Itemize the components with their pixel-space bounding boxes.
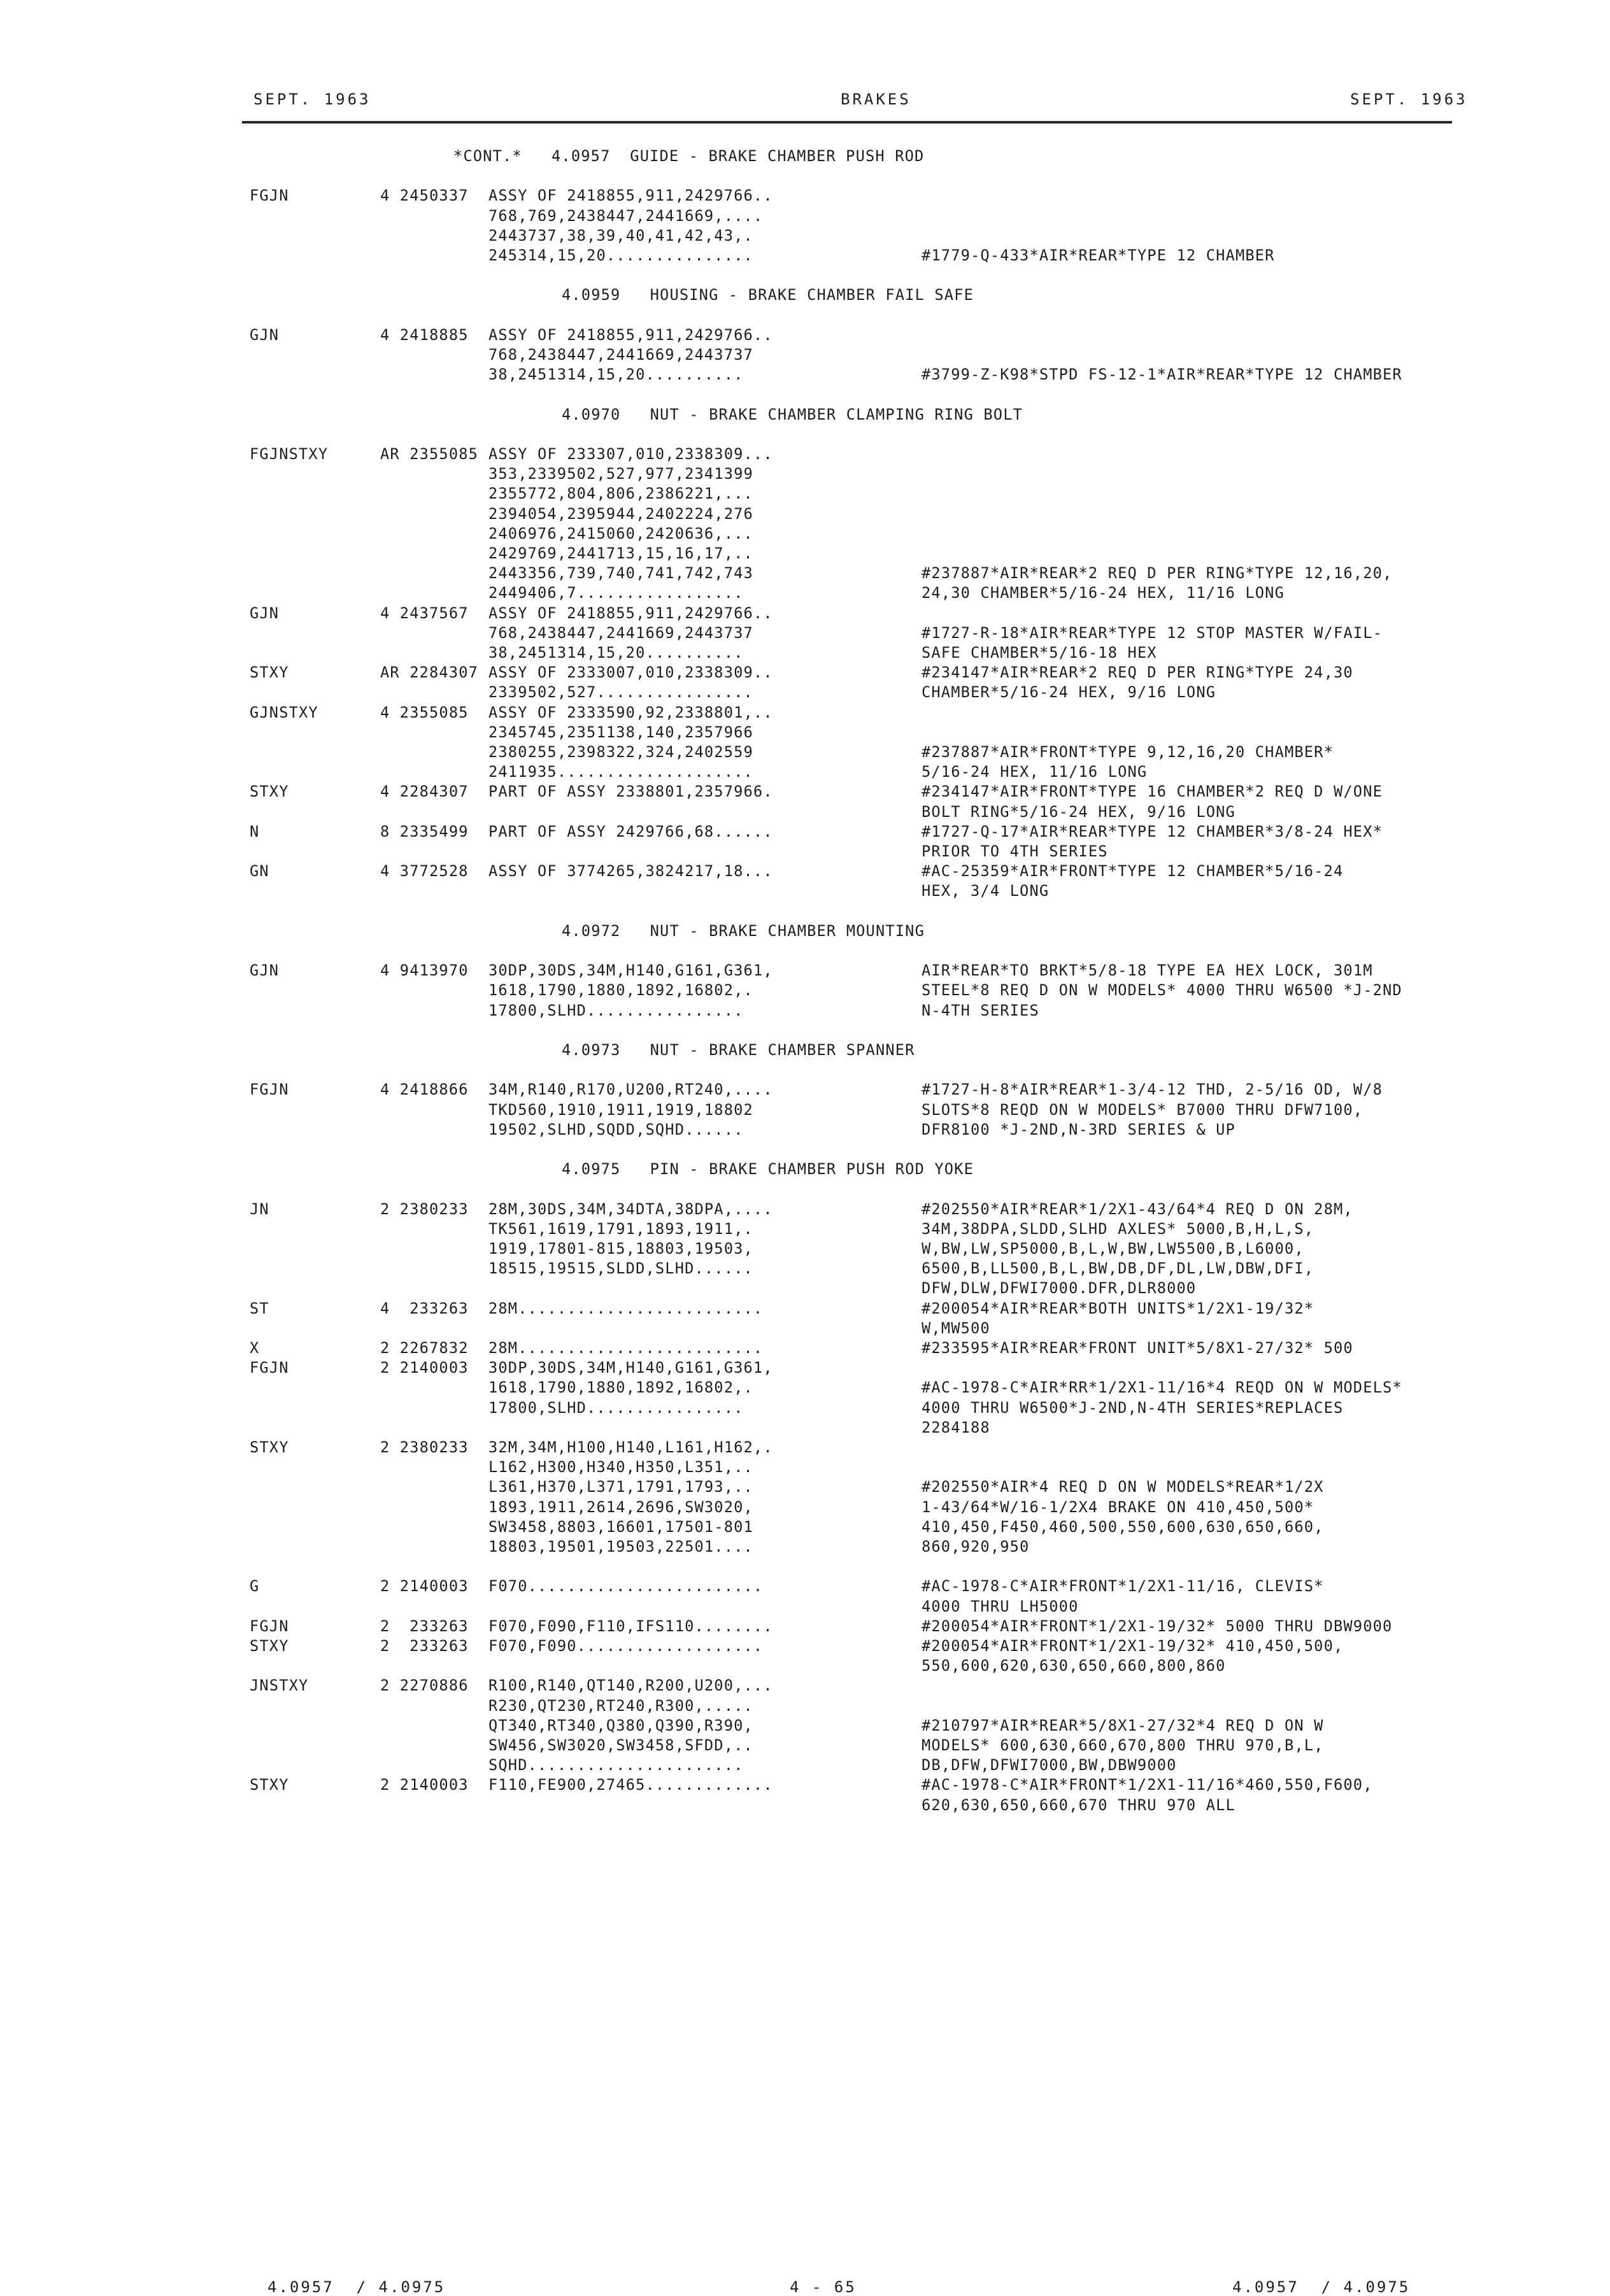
remarks-line bbox=[922, 1557, 1453, 1577]
description-line: L162,H300,H340,H350,L351,.. bbox=[488, 1458, 753, 1477]
remarks-line: 6500,B,LL500,B,L,BW,DB,DF,DL,LW,DBW,DFI, bbox=[922, 1259, 1314, 1278]
description-line: F070........................ bbox=[488, 1577, 764, 1596]
remarks-line: 860,920,950 bbox=[922, 1538, 1030, 1556]
remarks-line: 34M,38DPA,SLDD,SLHD AXLES* 5000,B,H,L,S, bbox=[922, 1219, 1314, 1238]
description-line bbox=[488, 1279, 922, 1298]
entry-description bbox=[488, 325, 922, 385]
description-line: 2449406,7................. bbox=[488, 584, 744, 602]
description-line: QT340,RT340,Q380,Q390,R390, bbox=[488, 1716, 753, 1734]
entry-description bbox=[488, 1676, 922, 1775]
description-line: 1919,17801-815,18803,19503, bbox=[488, 1240, 753, 1258]
description-line: TKD560,1910,1911,1919,18802 bbox=[488, 1100, 753, 1119]
entry-description bbox=[488, 663, 922, 702]
remarks-line: 4000 THRU W6500*J-2ND,N-4TH SERIES*REPLACES bbox=[922, 1398, 1344, 1417]
description-line: 2345745,2351138,140,2357966 bbox=[488, 723, 753, 741]
description-line: 1618,1790,1880,1892,16802,. bbox=[488, 1378, 753, 1397]
remarks-line bbox=[922, 325, 1453, 345]
entry-models: FGJN bbox=[250, 187, 289, 205]
remarks-line bbox=[922, 1438, 1453, 1457]
remarks-line: #3799-Z-K98*STPD FS-12-1*AIR*REAR*TYPE 12 CHAMBER bbox=[922, 365, 1402, 384]
remarks-line: DFW,DLW,DFWI7000.DFR,DLR8000 bbox=[922, 1279, 1197, 1298]
header-left: SEPT. 1963 bbox=[253, 90, 371, 108]
remarks-line: AIR*REAR*TO BRKT*5/8-18 TYPE EA HEX LOCK, 301M bbox=[922, 961, 1373, 980]
remarks-line: #237887*AIR*REAR*2 REQ D PER RING*TYPE 12,16,20, bbox=[922, 564, 1393, 583]
entry-part-number: 8 2335499 bbox=[380, 822, 469, 840]
remarks-line bbox=[922, 186, 1453, 206]
entry-remarks bbox=[922, 604, 1453, 663]
remarks-line bbox=[922, 1358, 1453, 1378]
remarks-line bbox=[922, 1676, 1453, 1696]
entry-models: GJN bbox=[250, 604, 280, 622]
section-title: 4.0959 HOUSING - BRAKE CHAMBER FAIL SAFE bbox=[562, 286, 974, 304]
entry-description bbox=[488, 604, 922, 663]
catalog-entry bbox=[250, 782, 1453, 821]
remarks-line: #200054*AIR*REAR*BOTH UNITS*1/2X1-19/32* bbox=[922, 1299, 1314, 1317]
remarks-line: 1-43/64*W/16-1/2X4 BRAKE ON 410,450,500* bbox=[922, 1498, 1314, 1516]
entry-remarks bbox=[922, 1200, 1453, 1299]
entry-models: FGJN bbox=[250, 1617, 289, 1635]
description-line bbox=[488, 802, 922, 822]
description-line: R100,R140,QT140,R200,U200,... bbox=[488, 1676, 773, 1695]
remarks-line: 24,30 CHAMBER*5/16-24 HEX, 11/16 LONG bbox=[922, 584, 1285, 602]
entry-description bbox=[488, 1617, 922, 1636]
remarks-line: 5/16-24 HEX, 11/16 LONG bbox=[922, 763, 1148, 781]
catalog-entry bbox=[250, 1775, 1453, 1815]
description-line: 2429769,2441713,15,16,17,.. bbox=[488, 544, 753, 562]
entry-models: ST bbox=[250, 1299, 269, 1317]
entry-description bbox=[488, 703, 922, 783]
remarks-line: #1727-R-18*AIR*REAR*TYPE 12 STOP MASTER W/FAIL- bbox=[922, 623, 1383, 642]
section-title: 4.0973 NUT - BRAKE CHAMBER SPANNER bbox=[562, 1041, 915, 1059]
catalog-entry bbox=[250, 703, 1453, 783]
remarks-line: #237887*AIR*FRONT*TYPE 9,12,16,20 CHAMBER* bbox=[922, 743, 1334, 762]
catalog-entry bbox=[250, 1636, 1453, 1676]
description-line bbox=[488, 1796, 922, 1815]
entry-models: N bbox=[250, 822, 260, 840]
remarks-line: #1727-Q-17*AIR*REAR*TYPE 12 CHAMBER*3/8-24 HEX* bbox=[922, 822, 1383, 840]
entry-description bbox=[488, 186, 922, 266]
catalog-entry bbox=[250, 1338, 1453, 1358]
entry-description bbox=[488, 1775, 922, 1815]
remarks-line: 620,630,650,660,670 THRU 970 ALL bbox=[922, 1796, 1236, 1814]
remarks-line bbox=[922, 484, 1453, 504]
description-line: 2380255,2398322,324,2402559 bbox=[488, 743, 753, 762]
description-line: 245314,15,20............... bbox=[488, 246, 753, 264]
entry-models: GJN bbox=[250, 961, 280, 980]
entry-description bbox=[488, 1338, 922, 1358]
catalog-entry bbox=[250, 663, 1453, 702]
section-title: 4.0975 PIN - BRAKE CHAMBER PUSH ROD YOKE bbox=[562, 1160, 974, 1179]
entry-remarks bbox=[922, 822, 1453, 861]
remarks-line bbox=[922, 1457, 1453, 1477]
entry-part-number: AR 2284307 bbox=[380, 663, 479, 682]
remarks-line: SAFE CHAMBER*5/16-18 HEX bbox=[922, 644, 1157, 662]
catalog-entry bbox=[250, 1358, 1453, 1438]
catalog-entry bbox=[250, 861, 1453, 901]
description-line bbox=[488, 881, 922, 901]
description-line: 30DP,30DS,34M,H140,G161,G361, bbox=[488, 961, 773, 980]
entry-part-number: 4 3772528 bbox=[380, 862, 469, 881]
entry-remarks bbox=[922, 1299, 1453, 1338]
remarks-line: #202550*AIR*REAR*1/2X1-43/64*4 REQ D ON 28M, bbox=[922, 1200, 1353, 1218]
description-line: 32M,34M,H100,H140,L161,H162,. bbox=[488, 1438, 773, 1457]
catalog-entry bbox=[250, 1438, 1453, 1577]
entry-part-number: 2 233263 bbox=[380, 1617, 469, 1635]
description-line: SW3458,8803,16601,17501-801 bbox=[488, 1517, 753, 1536]
entry-part-number: 2 2267832 bbox=[380, 1339, 469, 1357]
description-line: 2443356,739,740,741,742,743 bbox=[488, 564, 753, 583]
entry-part-number: 2 233263 bbox=[380, 1637, 469, 1655]
remarks-line: DB,DFW,DFWI7000,BW,DBW9000 bbox=[922, 1756, 1177, 1775]
remarks-line: #1779-Q-433*AIR*REAR*TYPE 12 CHAMBER bbox=[922, 246, 1275, 264]
entry-remarks bbox=[922, 1080, 1453, 1140]
catalog-entry bbox=[250, 961, 1453, 1021]
remarks-line: W,MW500 bbox=[922, 1319, 990, 1337]
remarks-line: SLOTS*8 REQD ON W MODELS* B7000 THRU DFW7100, bbox=[922, 1100, 1364, 1119]
entry-remarks bbox=[922, 186, 1453, 266]
catalog-entry bbox=[250, 1617, 1453, 1636]
remarks-line: MODELS* 600,630,660,670,800 THRU 970,B,L, bbox=[922, 1736, 1324, 1755]
description-line: 353,2339502,527,977,2341399 bbox=[488, 465, 753, 483]
remarks-line: HEX, 3/4 LONG bbox=[922, 882, 1050, 900]
spacer bbox=[250, 902, 1453, 921]
description-line: F070,F090,F110,IFS110........ bbox=[488, 1617, 773, 1635]
remarks-line bbox=[922, 604, 1453, 623]
entry-part-number: 4 2418866 bbox=[380, 1081, 469, 1099]
remarks-line: BOLT RING*5/16-24 HEX, 9/16 LONG bbox=[922, 802, 1236, 821]
section-title: 4.0970 NUT - BRAKE CHAMBER CLAMPING RING BOLT bbox=[562, 405, 1023, 423]
description-line: 28M......................... bbox=[488, 1299, 764, 1317]
entry-models: STXY bbox=[250, 1637, 289, 1655]
description-line: ASSY OF 2418855,911,2429766.. bbox=[488, 325, 773, 344]
section-title: 4.0972 NUT - BRAKE CHAMBER MOUNTING bbox=[562, 921, 925, 940]
spacer bbox=[250, 266, 1453, 285]
entry-part-number: 2 2380233 bbox=[380, 1200, 469, 1218]
entry-part-number: 4 2284307 bbox=[380, 783, 469, 801]
header-right: SEPT. 1963 bbox=[1350, 90, 1468, 108]
catalog-entry bbox=[250, 1200, 1453, 1299]
entry-remarks bbox=[922, 444, 1453, 604]
remarks-line bbox=[922, 464, 1453, 484]
description-line: 2406976,2415060,2420636,... bbox=[488, 524, 753, 542]
remarks-line bbox=[922, 504, 1453, 524]
description-line: 2339502,527................ bbox=[488, 683, 753, 702]
entry-models: X bbox=[250, 1339, 260, 1357]
description-line bbox=[488, 1319, 922, 1338]
spacer bbox=[250, 1140, 1453, 1159]
description-line: SW456,SW3020,SW3458,SFDD,.. bbox=[488, 1736, 753, 1755]
entry-remarks bbox=[922, 1338, 1453, 1358]
entry-models: GJN bbox=[250, 325, 280, 344]
remarks-line: 4000 THRU LH5000 bbox=[922, 1597, 1079, 1615]
catalog-entry bbox=[250, 822, 1453, 861]
entry-remarks bbox=[922, 1438, 1453, 1577]
entry-description bbox=[488, 782, 922, 821]
remarks-line: #AC-1978-C*AIR*FRONT*1/2X1-11/16*460,550,F600, bbox=[922, 1776, 1373, 1794]
remarks-line: CHAMBER*5/16-24 HEX, 9/16 LONG bbox=[922, 683, 1216, 702]
description-line: 18803,19501,19503,22501.... bbox=[488, 1538, 753, 1556]
remarks-line: 2284188 bbox=[922, 1418, 990, 1436]
remarks-line bbox=[922, 444, 1453, 464]
description-line: 18515,19515,SLDD,SLHD...... bbox=[488, 1259, 753, 1278]
entry-part-number: 4 2437567 bbox=[380, 604, 469, 622]
remarks-line bbox=[922, 1696, 1453, 1716]
description-line: 34M,R140,R170,U200,RT240,.... bbox=[488, 1081, 773, 1099]
catalog-entry bbox=[250, 1577, 1453, 1616]
footer-left: 4.0957 / 4.0975 bbox=[267, 2278, 446, 2296]
remarks-line: DFR8100 *J-2ND,N-3RD SERIES & UP bbox=[922, 1120, 1236, 1138]
description-line: PART OF ASSY 2429766,68...... bbox=[488, 822, 773, 840]
entry-remarks bbox=[922, 703, 1453, 783]
description-line bbox=[488, 1597, 922, 1617]
description-line: TK561,1619,1791,1893,1911,. bbox=[488, 1219, 753, 1238]
entry-part-number: 4 2450337 bbox=[380, 187, 469, 205]
description-line: 2411935.................... bbox=[488, 763, 753, 781]
entry-part-number: 2 2380233 bbox=[380, 1438, 469, 1457]
entry-part-number: 4 9413970 bbox=[380, 961, 469, 980]
entry-description bbox=[488, 1438, 922, 1577]
description-line: 17800,SLHD................ bbox=[488, 1398, 744, 1417]
description-line: 38,2451314,15,20.......... bbox=[488, 365, 744, 384]
remarks-line: 410,450,F450,460,500,550,600,630,650,660, bbox=[922, 1517, 1324, 1536]
catalog-entry bbox=[250, 444, 1453, 604]
remarks-line bbox=[922, 226, 1453, 246]
entry-description bbox=[488, 1080, 922, 1140]
description-line bbox=[488, 1656, 922, 1676]
description-line bbox=[488, 842, 922, 861]
description-line: R230,QT230,RT240,R300,..... bbox=[488, 1696, 753, 1715]
entry-models: G bbox=[250, 1577, 260, 1596]
description-line: 2355772,804,806,2386221,... bbox=[488, 485, 753, 503]
entry-models: FGJN bbox=[250, 1081, 289, 1099]
entry-part-number: 2 2270886 bbox=[380, 1676, 469, 1695]
remarks-line bbox=[922, 544, 1453, 563]
description-line: ASSY OF 2333590,92,2338801,.. bbox=[488, 703, 773, 721]
description-line: 2443737,38,39,40,41,42,43,. bbox=[488, 226, 753, 244]
entry-part-number: 2 2140003 bbox=[380, 1577, 469, 1596]
remarks-line bbox=[922, 345, 1453, 365]
entry-description bbox=[488, 1200, 922, 1299]
catalog-entry bbox=[250, 1299, 1453, 1338]
entry-models: STXY bbox=[250, 783, 289, 801]
entry-description bbox=[488, 822, 922, 861]
entry-remarks bbox=[922, 782, 1453, 821]
description-line: 17800,SLHD................ bbox=[488, 1001, 744, 1019]
remarks-line: 550,600,620,630,650,660,800,860 bbox=[922, 1657, 1226, 1675]
catalog-entry bbox=[250, 1676, 1453, 1775]
remarks-line: #AC-1978-C*AIR*RR*1/2X1-11/16*4 REQD ON W MODELS* bbox=[922, 1378, 1402, 1397]
entry-description bbox=[488, 1577, 922, 1616]
entry-models: FGJNSTXY bbox=[250, 444, 329, 463]
page-number: 4 - 65 bbox=[790, 2278, 857, 2296]
entry-models: JNSTXY bbox=[250, 1676, 309, 1695]
entry-models: GN bbox=[250, 862, 269, 881]
entry-description bbox=[488, 1358, 922, 1438]
entry-part-number: 4 2355085 bbox=[380, 703, 469, 721]
description-line: L361,H370,L371,1791,1793,.. bbox=[488, 1478, 753, 1496]
remarks-line: #233595*AIR*REAR*FRONT UNIT*5/8X1-27/32* 500 bbox=[922, 1339, 1353, 1357]
entry-description bbox=[488, 1299, 922, 1338]
entry-remarks bbox=[922, 1358, 1453, 1438]
entry-remarks bbox=[922, 1775, 1453, 1815]
entry-remarks bbox=[922, 861, 1453, 901]
entry-models: STXY bbox=[250, 663, 289, 682]
footer-right: 4.0957 / 4.0975 bbox=[1232, 2278, 1411, 2296]
description-line: 768,769,2438447,2441669,.... bbox=[488, 206, 764, 225]
description-line: F110,FE900,27465............. bbox=[488, 1776, 773, 1794]
entry-models: GJNSTXY bbox=[250, 703, 318, 721]
description-line: ASSY OF 2333007,010,2338309.. bbox=[488, 663, 773, 682]
header-rule bbox=[242, 121, 1452, 124]
description-line: ASSY OF 2418855,911,2429766.. bbox=[488, 187, 773, 205]
remarks-line bbox=[922, 206, 1453, 226]
section-title: *CONT.* 4.0957 GUIDE - BRAKE CHAMBER PUSH ROD bbox=[453, 147, 925, 165]
entry-remarks bbox=[922, 1577, 1453, 1616]
entry-models: JN bbox=[250, 1200, 269, 1218]
remarks-line: #202550*AIR*4 REQ D ON W MODELS*REAR*1/2X bbox=[922, 1478, 1324, 1496]
entry-part-number: AR 2355085 bbox=[380, 444, 479, 463]
remarks-line bbox=[922, 703, 1453, 723]
description-line: 28M,30DS,34M,34DTA,38DPA,.... bbox=[488, 1200, 773, 1218]
catalog-entry bbox=[250, 1080, 1453, 1140]
remarks-line: #AC-1978-C*AIR*FRONT*1/2X1-11/16, CLEVIS* bbox=[922, 1577, 1324, 1596]
entry-remarks bbox=[922, 325, 1453, 385]
entry-part-number: 4 2418885 bbox=[380, 325, 469, 344]
spacer bbox=[250, 385, 1453, 404]
parts-catalog-body bbox=[250, 146, 1453, 1835]
description-line: PART OF ASSY 2338801,2357966. bbox=[488, 783, 773, 801]
entry-description bbox=[488, 861, 922, 901]
description-line: 1893,1911,2614,2696,SW3020, bbox=[488, 1498, 753, 1516]
remarks-line: #234147*AIR*REAR*2 REQ D PER RING*TYPE 24,30 bbox=[922, 663, 1353, 682]
spacer bbox=[250, 1815, 1453, 1835]
description-line bbox=[488, 1557, 922, 1577]
remarks-line: W,BW,LW,SP5000,B,L,W,BW,LW5500,B,L6000, bbox=[922, 1240, 1304, 1258]
catalog-entry bbox=[250, 604, 1453, 663]
description-line: ASSY OF 3774265,3824217,18... bbox=[488, 862, 773, 881]
entry-remarks bbox=[922, 663, 1453, 702]
entry-models: STXY bbox=[250, 1776, 289, 1794]
remarks-line bbox=[922, 723, 1453, 742]
entry-remarks bbox=[922, 1676, 1453, 1775]
entry-remarks bbox=[922, 961, 1453, 1021]
remarks-line: #200054*AIR*FRONT*1/2X1-19/32* 5000 THRU DBW9000 bbox=[922, 1617, 1393, 1635]
description-line: 1618,1790,1880,1892,16802,. bbox=[488, 981, 753, 1000]
description-line: F070,F090................... bbox=[488, 1637, 764, 1655]
entry-remarks bbox=[922, 1617, 1453, 1636]
description-line: 768,2438447,2441669,2443737 bbox=[488, 345, 753, 364]
description-line: 19502,SLHD,SQDD,SQHD...... bbox=[488, 1120, 744, 1138]
remarks-line: #200054*AIR*FRONT*1/2X1-19/32* 410,450,500, bbox=[922, 1637, 1344, 1655]
entry-remarks bbox=[922, 1636, 1453, 1676]
description-line: SQHD...................... bbox=[488, 1756, 744, 1775]
remarks-line: #AC-25359*AIR*FRONT*TYPE 12 CHAMBER*5/16-24 bbox=[922, 862, 1344, 881]
entry-part-number: 2 2140003 bbox=[380, 1776, 469, 1794]
catalog-entry bbox=[250, 186, 1453, 266]
description-line: 30DP,30DS,34M,H140,G161,G361, bbox=[488, 1359, 773, 1377]
remarks-line: #210797*AIR*REAR*5/8X1-27/32*4 REQ D ON W bbox=[922, 1716, 1324, 1734]
entry-models: STXY bbox=[250, 1438, 289, 1457]
remarks-line: #234147*AIR*FRONT*TYPE 16 CHAMBER*2 REQ D W/ONE bbox=[922, 783, 1383, 801]
description-line: ASSY OF 233307,010,2338309... bbox=[488, 444, 773, 463]
spacer bbox=[250, 1021, 1453, 1040]
entry-description bbox=[488, 961, 922, 1021]
entry-description bbox=[488, 444, 922, 604]
description-line: 28M......................... bbox=[488, 1339, 764, 1357]
entry-part-number: 2 2140003 bbox=[380, 1359, 469, 1377]
remarks-line: #1727-H-8*AIR*REAR*1-3/4-12 THD, 2-5/16 OD, W/8 bbox=[922, 1081, 1383, 1099]
remarks-line bbox=[922, 524, 1453, 544]
entry-description bbox=[488, 1636, 922, 1676]
remarks-line: N-4TH SERIES bbox=[922, 1001, 1039, 1019]
entry-part-number: 4 233263 bbox=[380, 1299, 469, 1317]
description-line: ASSY OF 2418855,911,2429766.. bbox=[488, 604, 773, 622]
description-line: 38,2451314,15,20.......... bbox=[488, 644, 744, 662]
description-line: 2394054,2395944,2402224,276 bbox=[488, 504, 753, 523]
header-center: BRAKES bbox=[841, 90, 911, 108]
description-line bbox=[488, 1418, 922, 1438]
entry-models: FGJN bbox=[250, 1359, 289, 1377]
remarks-line: STEEL*8 REQ D ON W MODELS* 4000 THRU W6500 *J-2ND bbox=[922, 981, 1402, 1000]
catalog-entry bbox=[250, 325, 1453, 385]
description-line: 768,2438447,2441669,2443737 bbox=[488, 623, 753, 642]
remarks-line: PRIOR TO 4TH SERIES bbox=[922, 842, 1108, 861]
